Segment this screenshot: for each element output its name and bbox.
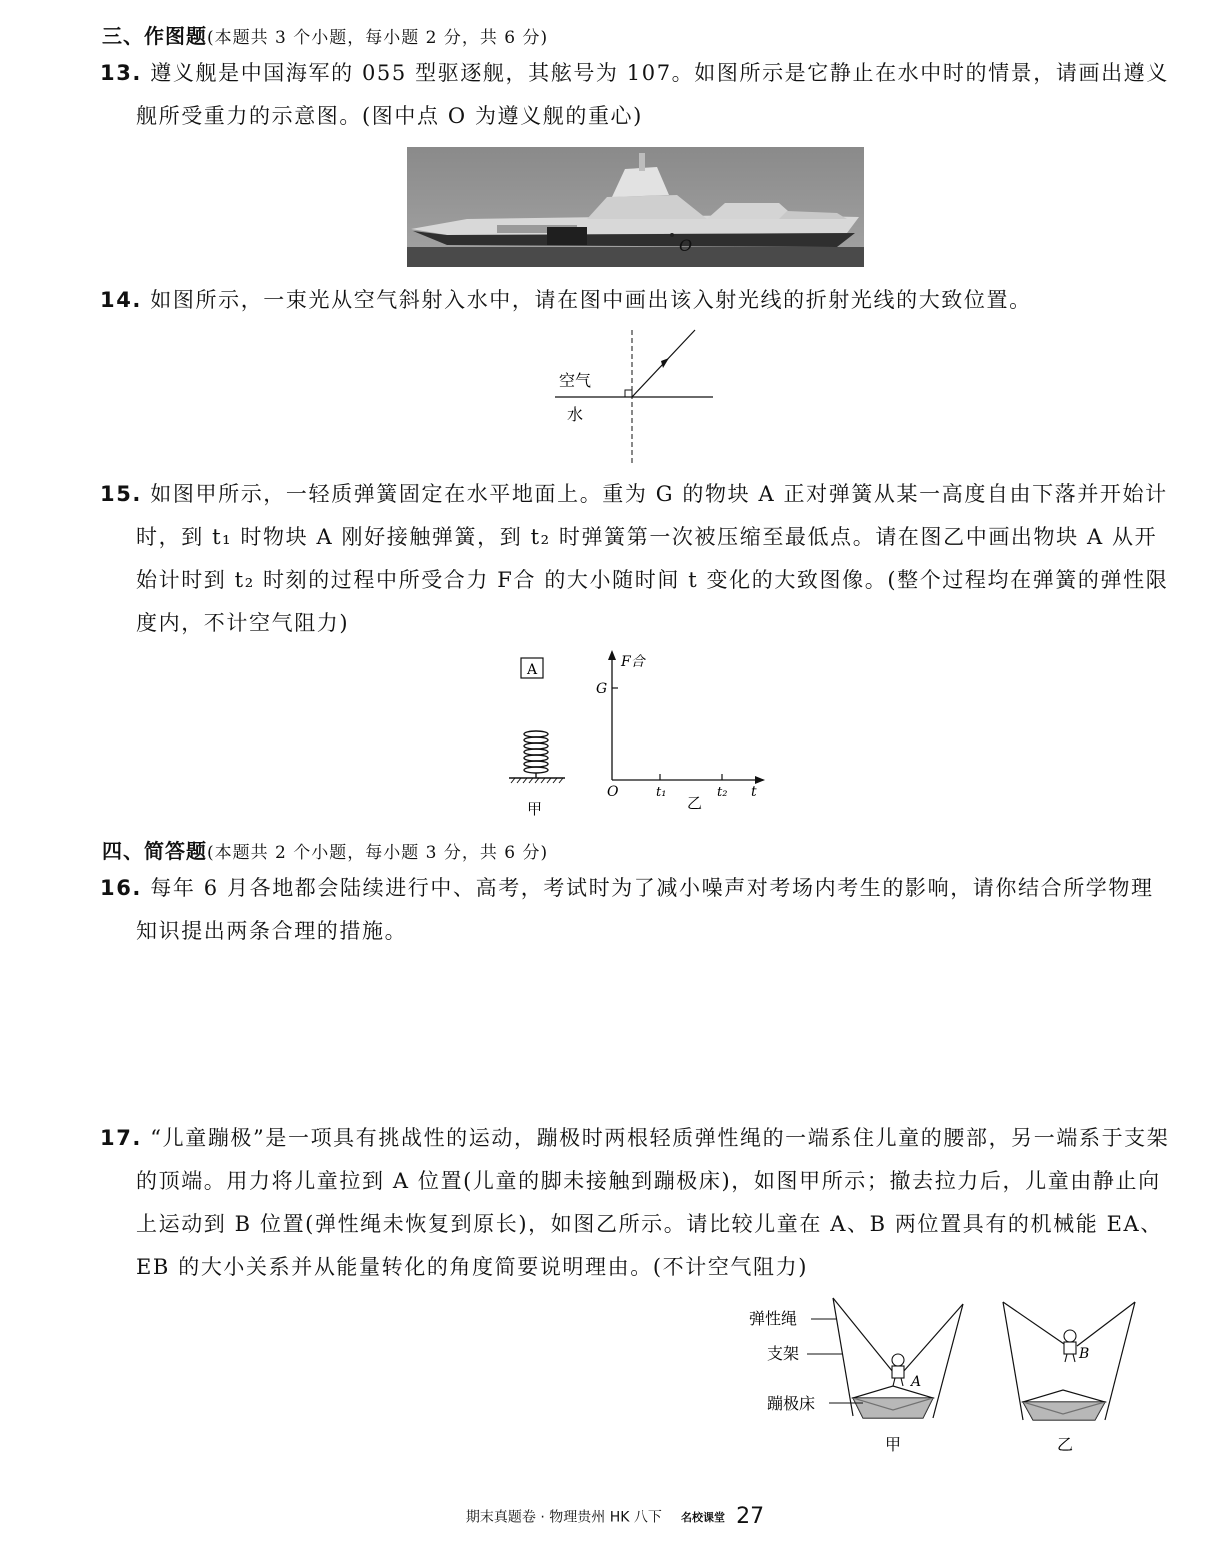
section-3-header [102,20,548,49]
label-rope: 弹性绳 [749,1309,798,1328]
label-water: 水 [567,405,584,424]
question-16-number: 16. [100,876,143,900]
question-15-text: 如图甲所示，一轻质弹簧固定在水平地面上。重为 G 的物块 A 正对弹簧从某一高度自由下落并开始计时，到 t₁ 时物块 A 刚好接触弹簧，到 t₂ 时弹簧第一次被压缩至最低点。请在图乙中画出物块 A 从开始计时到 t₂ 时刻的过程中所受合力 F合 的大小随时间 t 变化的大致图像。(整个过程均在弹簧的弹性限度内，不计空气阻力) [136,482,1169,635]
origin-label: O [607,784,619,800]
label-air: 空气 [559,371,592,390]
page-footer [0,1504,1230,1529]
ship-center-label: O [679,236,693,255]
section-4-header [102,835,548,864]
section-3-title: 三、作图题 [102,24,207,48]
spring-figure [505,652,575,818]
page-number: 27 [736,1504,765,1529]
footer-text: 期末真题卷 · 物理贵州 HK 八下 [465,1509,662,1526]
question-14-number: 14. [100,288,143,312]
footer-brand: 名校课堂 [680,1510,725,1524]
question-17-number: 17. [100,1126,143,1150]
y-axis-label: F合 [621,654,645,670]
force-time-graph [595,648,775,814]
section-4-note: (本题共 2 个小题，每小题 3 分，共 6 分) [207,843,549,863]
refraction-diagram [555,328,715,463]
bungee-figures [745,1292,1145,1462]
figure-jia-caption: 甲 [885,1435,902,1454]
x-tick-t1: t₁ [656,785,667,800]
question-17-text: “儿童蹦极”是一项具有挑战性的运动，蹦极时两根轻质弹性绳的一端系住儿童的腰部，另一端系于支架的顶端。用力将儿童拉到 A 位置(儿童的脚未接触到蹦极床)，如图甲所示；撤去拉力后，儿童由静止向上运动到 B 位置(弹性绳未恢复到原长)，如图乙所示。请比较儿童在 A、B 两位置具有的机械能 EA、EB 的大小关系并从能量转化的角度简要说明理由。(不计空气阻力) [136,1126,1170,1279]
section-3-note: (本题共 3 个小题，每小题 2 分，共 6 分) [207,28,549,48]
label-position-a: A [911,1374,922,1390]
block-label: A [527,662,538,678]
y-tick-g: G [596,681,608,697]
x-tick-t2: t₂ [717,785,728,800]
question-13 [100,52,1172,138]
label-position-b: B [1079,1346,1090,1362]
figure-a-caption: 甲 [527,800,543,818]
label-bed: 蹦极床 [767,1394,816,1413]
figure-yi-caption: 乙 [1057,1435,1074,1454]
question-16-text: 每年 6 月各地都会陆续进行中、高考，考试时为了减小噪声对考场内考生的影响，请你结合所学物理知识提出两条合理的措施。 [136,876,1154,943]
question-14-text: 如图所示，一束光从空气斜射入水中，请在图中画出该入射光线的折射光线的大致位置。 [150,288,1032,312]
question-15-number: 15. [100,482,143,506]
label-frame: 支架 [767,1344,800,1363]
question-17 [100,1117,1172,1289]
section-4-title: 四、简答题 [102,839,207,863]
destroyer-photo [407,147,864,267]
question-13-number: 13. [100,61,143,85]
x-axis-label: t [751,784,757,800]
question-15 [100,473,1172,645]
question-14 [100,279,1172,322]
question-16 [100,867,1172,953]
figure-b-caption: 乙 [687,794,703,812]
question-13-text: 遵义舰是中国海军的 055 型驱逐舰，其舷号为 107。如图所示是它静止在水中时的情景，请画出遵义舰所受重力的示意图。(图中点 O 为遵义舰的重心) [136,61,1169,128]
